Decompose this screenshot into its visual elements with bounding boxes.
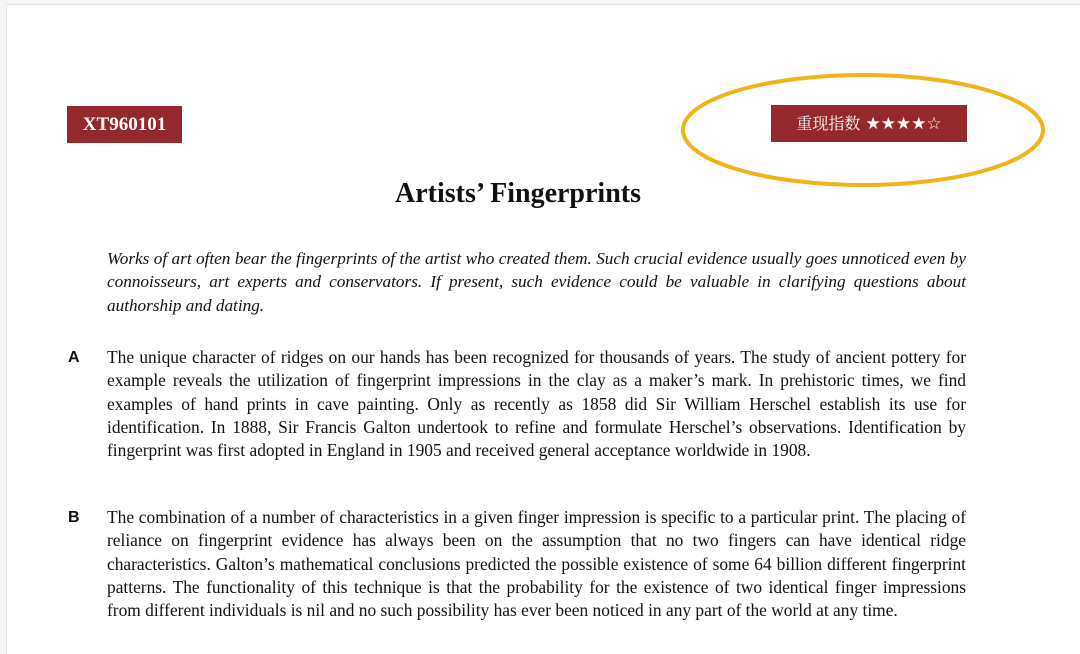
paragraph-letter: B <box>68 509 80 526</box>
paragraph-text: The combination of a number of characteristics in a given finger impression is specific to a particular print. The placing of reliance on fingerprint evidence has always been on the assumption that no two fingers can have identical ridge characteristics. Galton’s mathematical conclusions predicted the possible existence of some 64 billion different fingerprint patterns. The functionality of this technique is that the probability for the existence of two identical finger impressions from different individuals is nil and no such possibility has ever been noticed in any part of the world at any time. <box>107 507 966 621</box>
passage-code-badge <box>67 106 182 143</box>
paragraph-letter: A <box>68 349 80 366</box>
document-page <box>6 4 1080 654</box>
rating-stars-icon: ★★★★☆ <box>865 114 942 134</box>
rating-label: 重现指数 <box>796 114 861 133</box>
article-title: Artists’ Fingerprints <box>395 178 641 209</box>
paragraph-text: The unique character of ridges on our hands has been recognized for thousands of years. The study of ancient pottery for example reveals the utilization of fingerprint impressions in the clay as a maker’s mark. In prehistoric times, we find examples of hand prints in cave painting. Only as recently as 1858 did Sir William Herschel establish its use for identification. In 1888, Sir Francis Galton undertook to refine and formulate Herschel’s observations. Identification by fingerprint was first adopted in England in 1905 and received general acceptance worldwide in 1908. <box>107 347 966 461</box>
rating-badge <box>771 105 967 142</box>
article-intro: Works of art often bear the fingerprints of the artist who created them. Such crucial evidence usually goes unnoticed even by connoisseurs, art experts and conservators. If present, such evidence could be valuable in clarifying questions about authorship and dating. <box>107 249 966 315</box>
passage-code: XT960101 <box>82 114 167 135</box>
